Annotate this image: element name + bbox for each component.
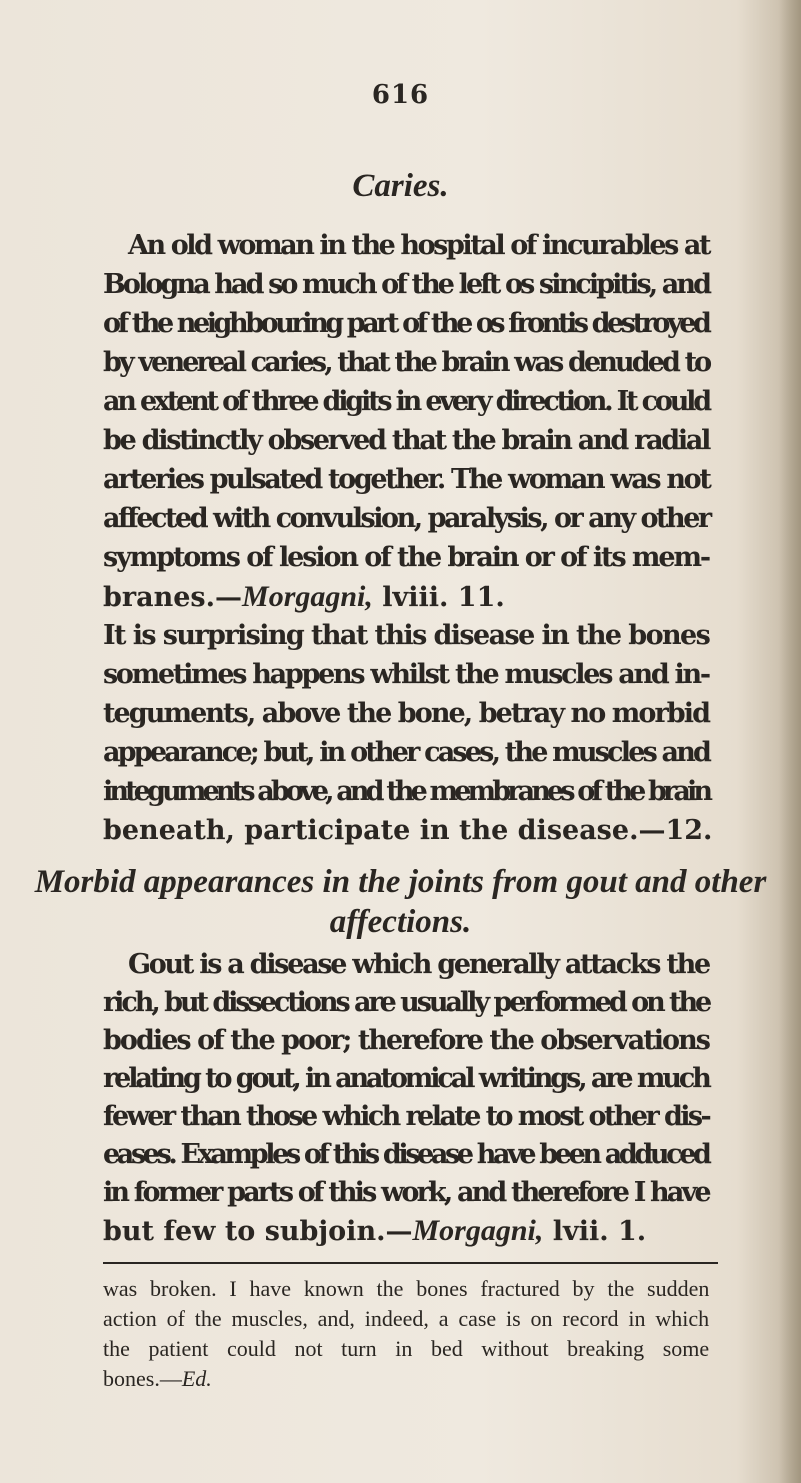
text-line: eases. Examples of this disease have been adduced (103, 1139, 709, 1170)
citation-text: but few to subjoin.— (103, 1216, 413, 1247)
text-line: teguments, above the bone, betray no morbid (103, 698, 710, 729)
citation-text: branes.— (103, 582, 243, 613)
text-line: sometimes happens whilst the muscles and in- (103, 659, 709, 690)
text-line: of the neighbouring part of the os frontis destroyed (103, 308, 709, 339)
text-line: appearance; but, in other cases, the muscles and (103, 737, 710, 768)
footnote-line: was broken. I have known the bones fractured by the sudden (103, 1276, 710, 1301)
text-line: fewer than those which relate to most other dis- (103, 1101, 710, 1132)
footnote-text: bones.— (103, 1366, 182, 1391)
text-line: arteries pulsated together. The woman was not (103, 464, 710, 495)
footnote-line: the patient could not turn in bed without breaking some (103, 1336, 710, 1361)
citation-line (103, 580, 505, 615)
footnote-line: action of the muscles, and, indeed, a case is on record in which (103, 1306, 710, 1331)
text-line: Bologna had so much of the left os sincipitis, and (103, 269, 710, 300)
section-heading-gout: Morbid appearances in the joints from gout and other (34, 864, 767, 900)
text-line: in former parts of this work, and therefore I have (103, 1177, 709, 1208)
text-line: be distinctly observed that the brain and radial (103, 425, 710, 456)
citation-ref: lvii. 1. (543, 1216, 647, 1247)
text-line: beneath, participate in the disease.—12. (103, 815, 713, 846)
citation-ref: lviii. 11. (372, 582, 505, 613)
text-line: integuments above, and the membranes of the brain (103, 776, 710, 807)
footnote-line (103, 1366, 212, 1392)
citation-author: Morgagni, (412, 1214, 544, 1247)
text-line: An old woman in the hospital of incurables at (128, 230, 710, 261)
text-line: an extent of three digits in every direction. It could (103, 386, 709, 417)
text-line: symptoms of lesion of the brain or of its mem- (103, 542, 710, 573)
text-line: affected with convulsion, paralysis, or any other (103, 503, 710, 534)
footnote-editor: Ed. (181, 1366, 212, 1391)
section-heading-caries: Caries. (352, 168, 449, 204)
text-line: Gout is a disease which generally attacks the (128, 949, 709, 980)
text-line: bodies of the poor; therefore the observations (103, 1025, 710, 1056)
text-line: rich, but dissections are usually performed on the (103, 987, 710, 1018)
footnote-divider (103, 1262, 718, 1264)
text-line: relating to gout, in anatomical writings, are much (103, 1063, 709, 1094)
text-line: It is surprising that this disease in the bones (103, 620, 710, 651)
section-heading-gout-cont: affections. (329, 904, 472, 940)
page-edge-shadow (779, 0, 801, 1483)
page-number: 616 (371, 80, 430, 110)
citation-line (103, 1214, 646, 1249)
text-line: by venereal caries, that the brain was denuded to (103, 347, 710, 378)
citation-author: Morgagni, (242, 580, 373, 613)
